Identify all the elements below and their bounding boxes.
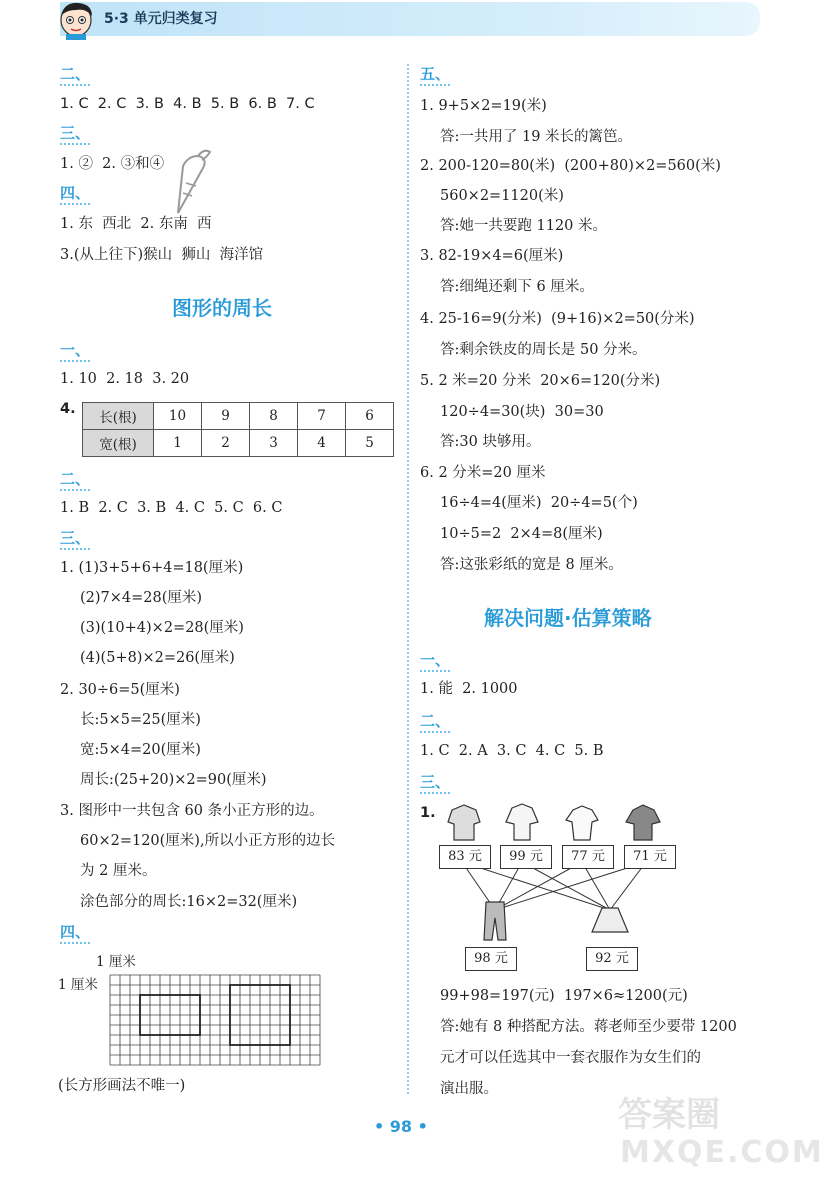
section-label: 五、 [420,65,451,83]
answer-line: 4. 25-16=9(分米) (9+16)×2=50(分米) [420,311,695,327]
answer-line: 1. 东 西北 2. 东南 西 [60,216,212,232]
answer-line: 60×2=120(厘米),所以小正方形的边长 [80,833,336,849]
answer-line: 1. (1)3+5+6+4=18(厘米) [60,560,244,576]
question-number: 4. [60,401,76,417]
price-tag: 77 元 [562,845,614,869]
page-header [0,0,800,40]
table-cell: 9 [202,403,250,430]
answer-line: 120÷4=30(块) 30=30 [440,404,604,420]
section-label: 四、 [60,184,91,202]
question-number: 1. [420,805,436,821]
page-number: • 98 • [374,1117,428,1136]
table-header-cell: 宽(根) [83,430,154,457]
answer-line: 99+98=197(元) 197×6≈1200(元) [440,988,688,1004]
answer-line: 演出服。 [440,1081,498,1097]
section-label: 二、 [60,470,91,488]
header-title: 5·3 单元归类复习 [104,11,218,27]
table-cell: 10 [154,403,202,430]
answer-line: 6. 2 分米=20 厘米 [420,465,546,481]
answer-line: 2. 200-120=80(米) (200+80)×2=560(米) [420,158,721,174]
grid-note: (长方形画法不唯一) [58,1078,186,1094]
section-label: 四、 [60,923,91,941]
table-cell: 1 [154,430,202,457]
answer-line: 3. 图形中一共包含 60 条小正方形的边。 [60,803,324,819]
column-divider [407,64,409,1094]
watermark: 答案圈 [618,1095,720,1135]
table-cell: 7 [298,403,346,430]
section-label: 二、 [420,712,451,730]
answer-line: 长:5×5=25(厘米) [80,712,201,728]
carrot-icon [158,148,218,218]
section-label: 一、 [420,651,451,669]
section-label: 三、 [420,773,451,791]
table-cell: 5 [346,430,394,457]
section-label: 三、 [60,124,91,142]
price-tag: 98 元 [465,947,517,971]
price-tag: 92 元 [586,947,638,971]
answer-line: 10÷5=2 2×4=8(厘米) [440,526,603,542]
answer-line: 元才可以任选其中一套衣服作为女生们的 [440,1050,701,1066]
price-tag: 83 元 [439,845,491,869]
grid-scale-label: 1 厘米 [58,977,98,993]
table-cell: 3 [250,430,298,457]
answer-line: 3. 82-19×4=6(厘米) [420,248,564,264]
answer-line: 1. B 2. C 3. B 4. C 5. C 6. C [60,500,283,516]
answer-line: 答:细绳还剩下 6 厘米。 [440,279,594,295]
table-cell: 6 [346,403,394,430]
section-label: 三、 [60,529,91,547]
table-cell: 8 [250,403,298,430]
answer-line: 周长:(25+20)×2=90(厘米) [80,772,267,788]
answer-line: 1. C 2. A 3. C 4. C 5. B [420,743,604,759]
answer-line: 答:一共用了 19 米长的篱笆。 [440,129,633,145]
answer-line: 为 2 厘米。 [80,863,157,879]
answer-line: 1. 10 2. 18 3. 20 [60,371,190,387]
answer-line: 5. 2 米=20 分米 20×6=120(分米) [420,373,661,389]
price-tag: 71 元 [624,845,676,869]
mascot-icon [56,0,98,40]
answer-line: 1. 能 2. 1000 [420,681,518,697]
answer-line: 1. ② 2. ③和④ [60,156,165,172]
answer-line: 16÷4=4(厘米) 20÷4=5(个) [440,495,638,511]
section-title: 解决问题·估算策略 [484,606,652,630]
square-grid [110,975,322,1075]
answer-table [82,402,394,457]
answer-line: 3.(从上往下)猴山 狮山 海洋馆 [60,247,264,263]
answer-line: 2. 30÷6=5(厘米) [60,682,180,698]
answer-line: 宽:5×4=20(厘米) [80,742,201,758]
answer-line: (4)(5+8)×2=26(厘米) [80,650,235,666]
answer-line: 答:这张彩纸的宽是 8 厘米。 [440,557,623,573]
section-label: 二、 [60,65,91,83]
grid-scale-label: 1 厘米 [96,954,136,970]
answer-line: 答:她有 8 种搭配方法。蒋老师至少要带 1200 [440,1019,737,1035]
answer-line: 1. C 2. C 3. B 4. B 5. B 6. B 7. C [60,96,315,112]
answer-line: (3)(10+4)×2=28(厘米) [80,620,244,636]
watermark-url: MXQE.COM [620,1135,824,1170]
answer-line: 答:她一共要跑 1120 米。 [440,218,608,234]
table-cell: 4 [298,430,346,457]
answer-line: 答:30 块够用。 [440,434,541,450]
answer-line: 1. 9+5×2=19(米) [420,98,547,114]
table-cell: 2 [202,430,250,457]
section-label: 一、 [60,341,91,359]
answer-line: 答:剩余铁皮的周长是 50 分米。 [440,342,647,358]
answer-line: (2)7×4=28(厘米) [80,590,203,606]
answer-line: 560×2=1120(米) [440,188,564,204]
section-title: 图形的周长 [172,296,272,320]
table-header-cell: 长(根) [83,403,154,430]
price-tag: 99 元 [500,845,552,869]
answer-line: 涂色部分的周长:16×2=32(厘米) [80,894,298,910]
